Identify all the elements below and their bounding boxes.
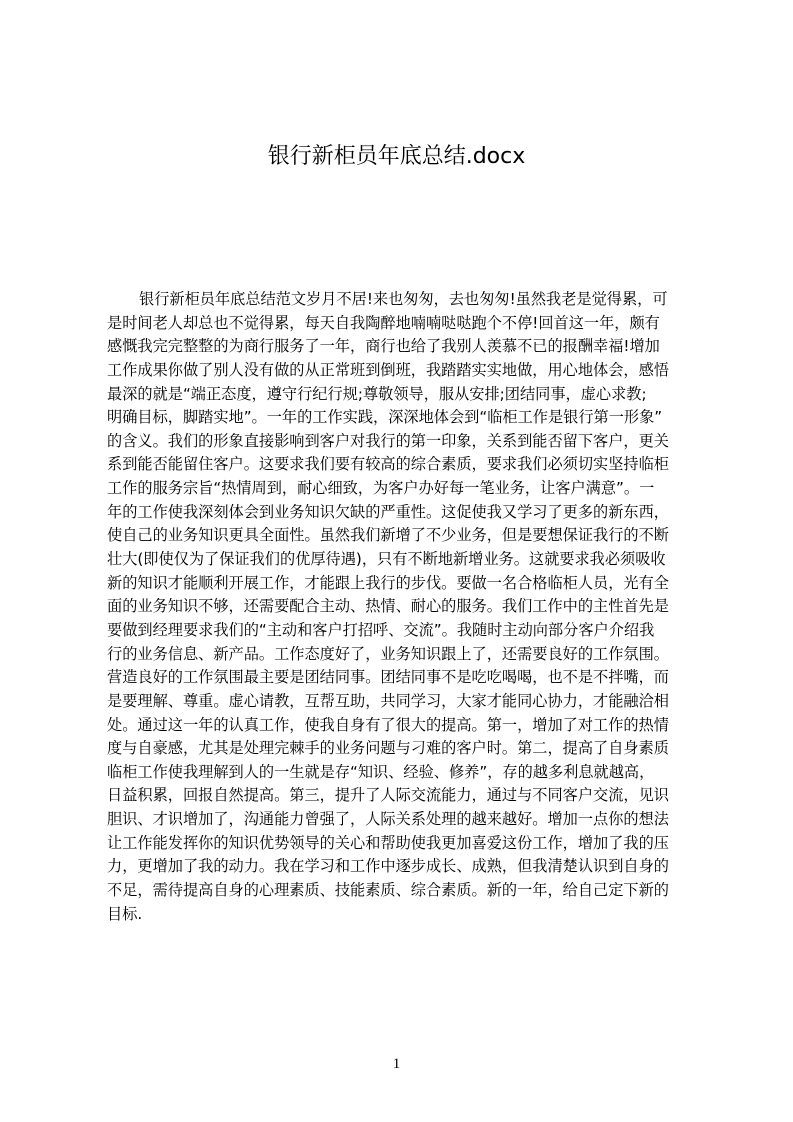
paragraph-line: 力，更增加了我的动力。我在学习和工作中逐步成长、成熟，但我清楚认识到自身的 (107, 857, 669, 876)
paragraph-line: 系到能否能留住客户。这要求我们要有较高的综合素质，要求我们必须切实坚持临柜 (107, 455, 669, 474)
paragraph-line: 新的知识才能顺利开展工作，才能跟上我行的步伐。要做一名合格临柜人员，光有全 (107, 573, 669, 592)
paragraph-line: 感慨我完完整整的为商行服务了一年，商行也给了我别人羡慕不已的报酬幸福!增加 (107, 337, 660, 356)
paragraph-line: 胆识、才识增加了，沟通能力曾强了，人际关系处理的越来越好。增加一点你的想法 (107, 810, 669, 829)
paragraph-line: 要做到经理要求我们的“主动和客户打招呼、交流”。我随时主动向部分客户介绍我 (107, 620, 655, 639)
document-body (107, 288, 699, 926)
paragraph-line: 日益积累，回报自然提高。第三，提升了人际交流能力，通过与不同客户交流，见识 (107, 786, 669, 805)
paragraph-line: 度与自豪感，尤其是处理完棘手的业务问题与刁难的客户时。第二，提高了自身素质 (107, 739, 669, 758)
paragraph-line: 处。通过这一年的认真工作，使我自身有了很大的提高。第一，增加了对工作的热情 (107, 715, 669, 734)
paragraph-line: 壮大(即使仅为了保证我们的优厚待遇)，只有不断地新增业务。这就要求我必须吸收 (107, 550, 666, 569)
paragraph-line: 年的工作使我深刻体会到业务知识欠缺的严重性。这促使我又学习了更多的新东西， (107, 502, 669, 521)
paragraph-line: 银行新柜员年底总结范文岁月不居!来也匆匆，去也匆匆!虽然我老是觉得累，可 (139, 290, 668, 308)
paragraph-line: 面的业务知识不够，还需要配合主动、热情、耐心的服务。我们工作中的主性首先是 (107, 597, 669, 616)
document-title: 银行新柜员年底总结.docx (267, 144, 526, 169)
paragraph-line: 使自己的业务知识更具全面性。虽然我们新增了不少业务，但是要想保证我行的不断 (107, 526, 669, 545)
paragraph-line: 明确目标，脚踏实地”。一年的工作实践，深深地体会到“临柜工作是银行第一形象” (107, 408, 663, 427)
paragraph-line: 不足，需待提高自身的心理素质、技能素质、综合素质。新的一年，给自己定下新的 (107, 881, 669, 900)
paragraph-line: 行的业务信息、新产品。工作态度好了，业务知识跟上了，还需要良好的工作氛围。 (107, 644, 669, 663)
paragraph-line: 目标. (107, 904, 143, 923)
paragraph-line: 营造良好的工作氛围最主要是团结同事。团结同事不是吃吃喝喝，也不是不拌嘴，而 (107, 668, 669, 687)
paragraph-line: 让工作能发挥你的知识优势领导的关心和帮助使我更加喜爱这份工作，增加了我的压 (107, 833, 669, 852)
paragraph-line: 工作的服务宗旨“热情周到，耐心细致，为客户办好每一笔业务，让客户满意”。一 (107, 479, 655, 498)
paragraph-line: 临柜工作使我理解到人的一生就是存“知识、经验、修养”，存的越多利息就越高， (107, 762, 655, 781)
page-number: 1 (392, 1056, 401, 1072)
paragraph-line: 工作成果你做了别人没有做的从正常班到倒班，我踏踏实实地做，用心地体会，感悟 (107, 360, 669, 379)
paragraph-line: 是时间老人却总也不觉得累，每天自我陶醉地喃喃哒哒跑个不停!回首这一年，颇有 (107, 313, 660, 332)
paragraph-line: 最深的就是“端正态度，遵守行纪行规;尊敬领导，服从安排;团结同事，虚心求教; (107, 384, 647, 403)
paragraph-line: 是要理解、尊重。虚心请教，互帮互助，共同学习，大家才能同心协力，才能融洽相 (107, 691, 669, 710)
paragraph-line: 的含义。我们的形象直接影响到客户对我行的第一印象，关系到能否留下客户，更关 (107, 431, 669, 450)
